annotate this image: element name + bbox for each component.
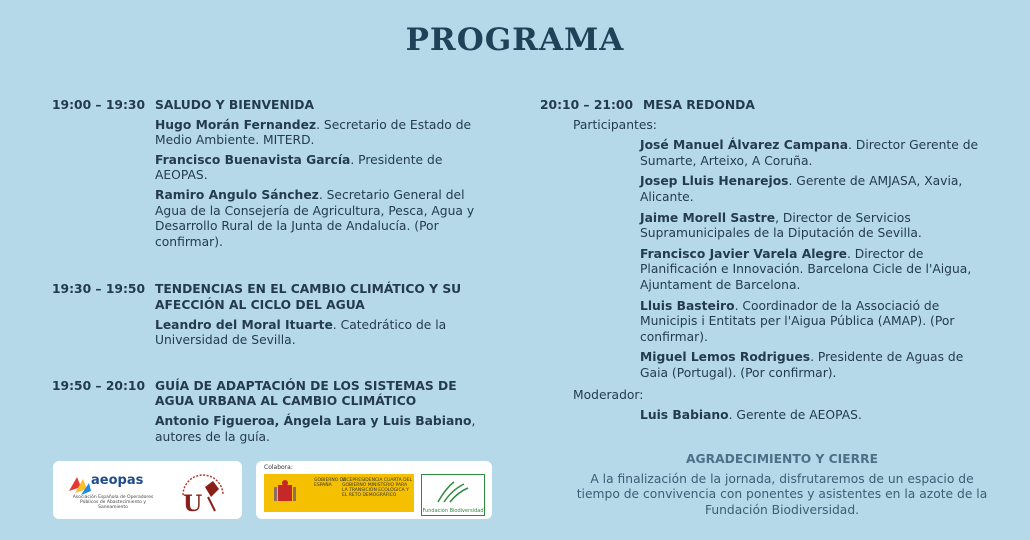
ministerio-label: VICEPRESIDENCIA CUARTA DEL GOBIERNO MINISTERIO PARA LA TRANSICIÓN ECOLÓGICA Y EL RETO DEMOGRÁFICO bbox=[342, 478, 412, 498]
participant bbox=[640, 350, 980, 381]
participant bbox=[640, 299, 980, 346]
speaker-name: Francisco Buenavista García bbox=[155, 152, 351, 167]
speaker bbox=[155, 188, 482, 250]
session-time: 20:10 – 21:00 bbox=[540, 98, 633, 112]
aeopas-university-logo-card bbox=[53, 461, 242, 519]
right-column bbox=[540, 98, 980, 424]
universidad-sevilla-seal-icon bbox=[175, 467, 231, 515]
aeopas-name: aeopas bbox=[91, 473, 144, 488]
left-column bbox=[52, 98, 482, 451]
svg-text:U: U bbox=[183, 491, 203, 515]
gobierno-espana-logo bbox=[264, 474, 414, 512]
participant-role: . Presidente de Aguas de Gaia (Portugal). (Por confirmar). bbox=[640, 350, 964, 380]
speaker-name: Leandro del Moral Ituarte bbox=[155, 317, 333, 332]
aeopas-subtitle: Asociación Española de Operadores Públicos de Abastecimiento y Saneamiento bbox=[72, 495, 154, 510]
participant-role: . Coordinador de la Associació de Municipis i Entitats per l'Aigua Pública (AMAP). (Por confirmar). bbox=[640, 298, 955, 344]
session-time: 19:30 – 19:50 bbox=[52, 282, 145, 297]
participant-name: Miguel Lemos Rodrigues bbox=[640, 350, 811, 365]
participant bbox=[640, 174, 980, 205]
participant-role: . Gerente de AMJASA, Xavia, Alicante. bbox=[640, 174, 963, 204]
closing-title: AGRADECIMIENTO Y CIERRE bbox=[686, 452, 878, 466]
session-title: TENDENCIAS EN EL CAMBIO CLIMÁTICO Y SU AFECCIÓN AL CICLO DEL AGUA bbox=[155, 282, 462, 312]
participant-name: Francisco Javier Varela Alegre bbox=[640, 246, 847, 261]
moderator bbox=[640, 408, 980, 424]
participant-name: José Manuel Álvarez Campana bbox=[640, 138, 849, 153]
speaker bbox=[155, 414, 482, 445]
gobierno-label: GOBIERNO DE ESPAÑA bbox=[314, 478, 347, 488]
participant bbox=[640, 211, 980, 242]
participant-role: , Director de Servicios Supramunicipales de la Diputación de Sevilla. bbox=[640, 210, 922, 241]
speaker-name: Hugo Morán Fernandez bbox=[155, 117, 317, 132]
session-guia bbox=[52, 379, 482, 445]
participant-role: . Director Gerente de Sumarte, Arteixo, A Coruña. bbox=[640, 138, 979, 168]
moderator-name: Luis Babiano bbox=[640, 408, 729, 423]
moderator-role: . Gerente de AEOPAS. bbox=[728, 408, 862, 423]
speaker-name: Ramiro Angulo Sánchez bbox=[155, 187, 319, 202]
participant-name: Lluis Basteiro bbox=[640, 298, 735, 313]
session-title: GUÍA DE ADAPTACIÓN DE LOS SISTEMAS DE AGUA URBANA AL CAMBIO CLIMÁTICO bbox=[155, 378, 457, 409]
session-time: 19:00 – 19:30 bbox=[52, 98, 145, 112]
participant bbox=[640, 247, 980, 294]
escudo-icon bbox=[270, 479, 300, 507]
colabora-label: Colabora: bbox=[264, 464, 293, 471]
grass-icon bbox=[436, 478, 470, 504]
closing-section bbox=[572, 452, 992, 518]
session-title: MESA REDONDA bbox=[643, 98, 755, 112]
participants-label: Participantes: bbox=[573, 117, 657, 132]
session-mesa-redonda bbox=[540, 98, 980, 114]
fundacion-biodiversidad-logo bbox=[421, 474, 485, 516]
session-time: 19:50 – 20:10 bbox=[52, 378, 145, 393]
speaker bbox=[155, 318, 482, 349]
fundacion-label: Fundación Biodiversidad bbox=[422, 508, 484, 514]
speaker-role: . Secretario General del Agua de la Consejería de Agricultura, Pesca, Agua y Desarrollo Rural de la Junta de Andalucía. (Por confirmar). bbox=[155, 187, 475, 249]
closing-text: A la finalización de la jornada, disfrutaremos de un espacio de tiempo de convivencia con ponentes y asistentes en la azote de la Fundación Biodiversidad. bbox=[576, 471, 988, 517]
colabora-logo-card bbox=[256, 461, 492, 519]
participant bbox=[640, 138, 980, 169]
session-tendencias bbox=[52, 282, 482, 348]
session-saludo bbox=[52, 98, 482, 250]
session-title: SALUDO Y BIENVENIDA bbox=[155, 98, 315, 112]
speaker bbox=[155, 118, 482, 149]
participant-role: . Director de Planificación e Innovación. Barcelona Cicle de l'Aigua, Ajuntament de Barcelona. bbox=[640, 246, 972, 292]
participant-name: Jaime Morell Sastre bbox=[640, 210, 776, 225]
speaker-role: . Catedrático de la Universidad de Sevilla. bbox=[155, 317, 447, 348]
participant-name: Josep Lluis Henarejos bbox=[640, 174, 789, 189]
speaker-role: . Presidente de AEOPAS. bbox=[155, 152, 443, 183]
speaker-name: Antonio Figueroa, Ángela Lara y Luis Babiano bbox=[155, 413, 472, 428]
moderator-label: Moderador: bbox=[573, 387, 644, 402]
page-title: PROGRAMA bbox=[405, 22, 625, 58]
speaker-role: . Secretario de Estado de Medio Ambiente. MITERD. bbox=[155, 117, 472, 148]
speaker-role: , autores de la guía. bbox=[155, 413, 476, 444]
speaker bbox=[155, 153, 482, 184]
